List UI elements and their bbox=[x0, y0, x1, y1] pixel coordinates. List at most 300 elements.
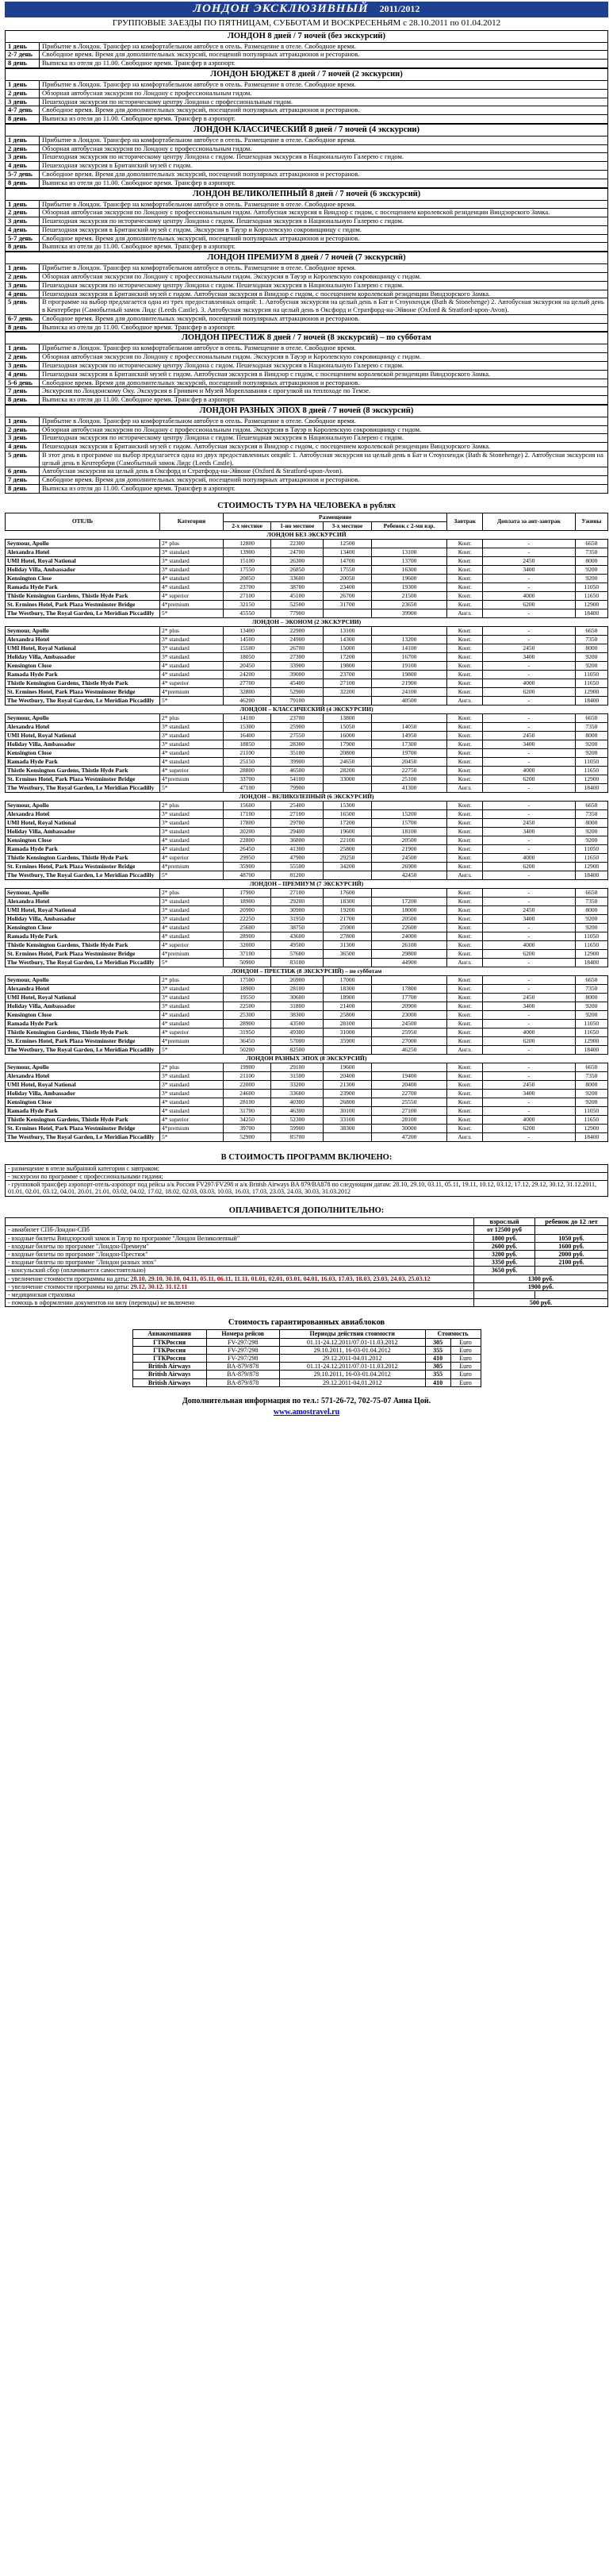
price-cell: Seymour, Apollo bbox=[6, 888, 160, 897]
price-cell: The Westbury, The Royal Garden, Le Meridian Piccadilly bbox=[6, 609, 160, 617]
table-row bbox=[6, 809, 608, 818]
optional-row bbox=[6, 1226, 608, 1234]
program-day: 4 день bbox=[6, 443, 40, 452]
price-cell: 9200 bbox=[575, 914, 607, 923]
table-row bbox=[6, 897, 608, 905]
price-cell: 45400 bbox=[271, 679, 324, 687]
price-cell: 19900 bbox=[224, 1063, 271, 1071]
program-text: В этот день в программе на выбор предлагается одна из двух предоставленных опций: 1. Автобусная экскурсия на целый день в Бат и Стоунхендж (Bath & Stonehenge) 2. Автобусная экскурсия на целый день в Кентербери (Самобытный замок Лидс (Leeds Castle). bbox=[40, 451, 608, 467]
price-cell: 3400 bbox=[483, 1002, 576, 1010]
price-cell: 28100 bbox=[224, 1098, 271, 1106]
price-cell bbox=[371, 626, 447, 635]
program-text: Обзорная автобусная экскурсия по Лондону с профессиональным гидом. Автобусная экскурсия в Виндзор с гидом, с посещением королевской резиденции Виндзорского Замка. bbox=[40, 209, 608, 217]
price-cell: 24700 bbox=[271, 548, 324, 556]
price-cell: 25600 bbox=[224, 923, 271, 932]
price-cell: 4* superior bbox=[160, 766, 224, 775]
table-row bbox=[6, 687, 608, 696]
program-row bbox=[6, 425, 608, 434]
price-cell: 6200 bbox=[483, 1124, 576, 1132]
optional-text: - медицинская страховка bbox=[8, 1290, 75, 1298]
price-cell: 4*premium bbox=[160, 1036, 224, 1045]
price-cell: 28800 bbox=[224, 766, 271, 775]
price-cell: 7350 bbox=[575, 722, 607, 731]
price-cell: 22900 bbox=[271, 626, 324, 635]
price-cell: - bbox=[483, 1063, 576, 1071]
price-cell: 11050 bbox=[575, 670, 607, 679]
price-cell: UMI Hotel, Royal National bbox=[6, 644, 160, 652]
price-cell: Thistle Kensington Gardens, Thistle Hyde Park bbox=[6, 591, 160, 600]
price-cell: Конт. bbox=[447, 888, 483, 897]
price-cell: 3400 bbox=[483, 827, 576, 836]
price-cell: 9200 bbox=[575, 1098, 607, 1106]
program-day: 8 день bbox=[6, 60, 40, 68]
price-cell: 18900 bbox=[224, 897, 271, 905]
price-cell: 4* standard bbox=[160, 574, 224, 582]
price-cell: 20050 bbox=[324, 574, 371, 582]
price-cell: 25900 bbox=[271, 722, 324, 731]
price-cell: 59900 bbox=[271, 1124, 324, 1132]
price-cell: 57600 bbox=[271, 949, 324, 958]
program-row bbox=[6, 323, 608, 332]
price-cell: 31500 bbox=[271, 1071, 324, 1080]
price-cell: 19600 bbox=[324, 1063, 371, 1071]
price-cell: 25300 bbox=[224, 1010, 271, 1019]
price-cell: Конт. bbox=[447, 574, 483, 582]
price-cell: 4* standard bbox=[160, 1010, 224, 1019]
price-cell: 19400 bbox=[371, 1071, 447, 1080]
price-cell: 48700 bbox=[224, 871, 271, 879]
table-row bbox=[6, 801, 608, 809]
program-title: ЛОНДОН ПРЕСТИЖ 8 дней / 7 ночей (8 экскурсий) – по субботам bbox=[6, 333, 608, 344]
price-cell: 33600 bbox=[271, 1089, 324, 1098]
program-day: 5 день bbox=[6, 298, 40, 315]
price-cell: 14700 bbox=[324, 556, 371, 565]
program-row bbox=[6, 344, 608, 353]
price-cell: - bbox=[483, 548, 576, 556]
price-cell: 27100 bbox=[371, 1106, 447, 1115]
price-cell: 20450 bbox=[371, 757, 447, 766]
price-cell: 4* standard bbox=[160, 836, 224, 844]
price-cell: 9200 bbox=[575, 565, 607, 574]
price-cell: Конт. bbox=[447, 600, 483, 609]
included-item: - размещение в отеле выбранной категории с завтраком; bbox=[6, 1164, 608, 1172]
price-cell: Англ. bbox=[447, 1045, 483, 1054]
price-cell: Holiday Villa, Ambassador bbox=[6, 1089, 160, 1098]
price-cell: Конт. bbox=[447, 1098, 483, 1106]
airline-cell: 01.11-24.12.2011/07.01-11.03.2012 bbox=[279, 1363, 425, 1371]
price-cell: 3* standard bbox=[160, 548, 224, 556]
program-row bbox=[6, 217, 608, 226]
col-sgl: 1-но местное bbox=[271, 521, 324, 530]
program-day: 7 день bbox=[6, 476, 40, 485]
price-cell: 4* standard bbox=[160, 661, 224, 670]
price-cell: 18400 bbox=[575, 1045, 607, 1054]
price-cell: 28100 bbox=[371, 1115, 447, 1124]
price-cell: Конт. bbox=[447, 844, 483, 853]
program-day: 1 день bbox=[6, 417, 40, 425]
program-row bbox=[6, 379, 608, 387]
price-cell: 33200 bbox=[271, 1080, 324, 1089]
price-cell: 6200 bbox=[483, 1036, 576, 1045]
price-cell: - bbox=[483, 1098, 576, 1106]
included-table bbox=[5, 1164, 608, 1197]
price-cell: 12900 bbox=[575, 862, 607, 871]
price-cell: 4000 bbox=[483, 766, 576, 775]
program-table bbox=[5, 188, 608, 252]
program-day: 7 день bbox=[6, 387, 40, 396]
program-title: ЛОНДОН 8 дней / 7 ночей (без экскурсий) bbox=[6, 30, 608, 42]
price-cell: 26900 bbox=[371, 862, 447, 871]
program-row bbox=[6, 353, 608, 362]
table-row bbox=[6, 783, 608, 792]
program-row bbox=[6, 153, 608, 162]
price-cell: 9200 bbox=[575, 652, 607, 661]
price-cell: 23400 bbox=[324, 582, 371, 591]
program-text: Пешеходная экскурсия в Британский музей с гидом. Экскурсия в Тауэр и Королевскую сокровищницу с гидом. bbox=[40, 225, 608, 234]
price-cell: 2450 bbox=[483, 905, 576, 914]
price-cell bbox=[324, 696, 371, 705]
price-cell: Seymour, Apollo bbox=[6, 975, 160, 984]
price-cell bbox=[324, 609, 371, 617]
optional-adult: 1800 руб. bbox=[474, 1234, 535, 1242]
airline-cell: BA-879/878 bbox=[206, 1371, 279, 1378]
table-row bbox=[6, 713, 608, 722]
program-day: 4 день bbox=[6, 225, 40, 234]
price-cell: Holiday Villa, Ambassador bbox=[6, 1002, 160, 1010]
price-cell: 11650 bbox=[575, 1028, 607, 1036]
program-day: 1 день bbox=[6, 200, 40, 209]
price-cell bbox=[371, 888, 447, 897]
price-cell: - bbox=[483, 958, 576, 967]
price-cell: 2* plus bbox=[160, 713, 224, 722]
program-text: Прибытие в Лондон. Трансфер на комфортабельном автобусе в отель. Размещение в отеле. Свободное время. bbox=[40, 417, 608, 425]
price-cell: 17200 bbox=[324, 818, 371, 827]
price-cell: 2* plus bbox=[160, 539, 224, 548]
price-cell: 11050 bbox=[575, 932, 607, 940]
price-cell: 18000 bbox=[371, 905, 447, 914]
price-cell: 23000 bbox=[371, 1010, 447, 1019]
optional-text: - авиабилет СПб-Лондон-СПб bbox=[8, 1226, 90, 1234]
program-row bbox=[6, 60, 608, 68]
price-cell: 17200 bbox=[324, 652, 371, 661]
price-cell: 22100 bbox=[324, 836, 371, 844]
price-cell: 33900 bbox=[271, 661, 324, 670]
price-cell: 55500 bbox=[271, 862, 324, 871]
price-cell: Конт. bbox=[447, 993, 483, 1002]
price-cell: 83100 bbox=[271, 958, 324, 967]
airline-row bbox=[132, 1354, 481, 1362]
price-cell bbox=[371, 1063, 447, 1071]
program-text: Свободное время. Время для дополнительных экскурсий, посещений популярных аттракционов и ресторанов. bbox=[40, 379, 608, 387]
airline-cell: Euro bbox=[450, 1346, 481, 1354]
col-tpl: 3-х местное bbox=[324, 521, 371, 530]
price-cell: - bbox=[483, 984, 576, 993]
price-cell: Конт. bbox=[447, 757, 483, 766]
table-row bbox=[6, 582, 608, 591]
program-row bbox=[6, 171, 608, 179]
program-table bbox=[5, 405, 608, 494]
price-cell: 4*premium bbox=[160, 687, 224, 696]
price-cell: 29800 bbox=[371, 949, 447, 958]
airline-cell: ГТКРоссия bbox=[132, 1346, 206, 1354]
price-cell: 57000 bbox=[271, 1036, 324, 1045]
price-cell: 26800 bbox=[324, 1098, 371, 1106]
price-cell: - bbox=[483, 871, 576, 879]
program-day: 2-7 день bbox=[6, 51, 40, 60]
price-cell: 46500 bbox=[271, 766, 324, 775]
price-cell: 30000 bbox=[371, 1124, 447, 1132]
price-cell: 18850 bbox=[224, 740, 271, 748]
price-cell: Alexandra Hotel bbox=[6, 1071, 160, 1080]
price-cell: 2* plus bbox=[160, 1063, 224, 1071]
program-day: 2 день bbox=[6, 89, 40, 98]
price-cell: 7350 bbox=[575, 1071, 607, 1080]
price-cell: 17200 bbox=[371, 897, 447, 905]
program-row bbox=[6, 81, 608, 90]
airline-cell: 29.10.2011, 16-03-01.04.2012 bbox=[279, 1371, 425, 1378]
price-cell: 29100 bbox=[271, 1063, 324, 1071]
program-row bbox=[6, 298, 608, 315]
col-hotel: ОТЕЛЬ bbox=[6, 513, 160, 530]
price-section-title: ЛОНДОН РАЗНЫХ ЭПОХ (8 ЭКСКУРСИЙ) bbox=[6, 1054, 608, 1063]
price-cell: 4000 bbox=[483, 591, 576, 600]
price-cell: 40300 bbox=[271, 1098, 324, 1106]
price-cell: Конт. bbox=[447, 932, 483, 940]
table-row bbox=[6, 871, 608, 879]
price-cell: 27100 bbox=[324, 679, 371, 687]
program-text: Автобусная экскурсия на целый день в Оксфорд и Стратфорд-на-Эйвоне (Oxford & Stratford-upon-Avon). bbox=[40, 467, 608, 476]
table-row bbox=[6, 1063, 608, 1071]
price-cell: 12900 bbox=[575, 949, 607, 958]
program-title: ЛОНДОН РАЗНЫХ ЭПОХ 8 дней / 7 ночей (8 экскурсий) bbox=[6, 405, 608, 417]
table-row bbox=[6, 993, 608, 1002]
table-row bbox=[6, 1132, 608, 1141]
price-cell: 27100 bbox=[271, 888, 324, 897]
price-cell: 31950 bbox=[271, 914, 324, 923]
price-cell: 2450 bbox=[483, 993, 576, 1002]
price-cell: Конт. bbox=[447, 582, 483, 591]
price-cell: 30900 bbox=[271, 905, 324, 914]
program-day: 1 день bbox=[6, 264, 40, 273]
price-cell: Конт. bbox=[447, 923, 483, 932]
price-cell: 41300 bbox=[271, 844, 324, 853]
price-cell: Конт. bbox=[447, 1002, 483, 1010]
program-text: Выписка из отеля до 11.00. Свободное время. Трансфер в аэропорт. bbox=[40, 179, 608, 187]
optional-adult: 3650 руб. bbox=[474, 1267, 535, 1275]
price-cell: Kensington Close bbox=[6, 1010, 160, 1019]
airline-cell: BA-879/878 bbox=[206, 1378, 279, 1386]
price-cell: Конт. bbox=[447, 940, 483, 949]
price-cell: 50900 bbox=[224, 958, 271, 967]
table-row bbox=[6, 1089, 608, 1098]
program-day: 1 день bbox=[6, 42, 40, 51]
table-row bbox=[6, 679, 608, 687]
price-cell: 2* plus bbox=[160, 975, 224, 984]
price-cell: St. Ermines Hotel, Park Plaza Westminster Bridge bbox=[6, 949, 160, 958]
price-cell: 21900 bbox=[371, 844, 447, 853]
price-cell: 18400 bbox=[575, 609, 607, 617]
table-row bbox=[6, 740, 608, 748]
col-breakfast: Завтрак bbox=[447, 513, 483, 530]
price-cell: 3* standard bbox=[160, 809, 224, 818]
price-cell: Конт. bbox=[447, 836, 483, 844]
program-text: В программе на выбор предлагается одна из трех предоставленных опций: 1. Автобусная экскурсия на целый день в Бат и Стоунхендж (Bath & Stonehenge) 2. Автобусная экскурсия на целый день в Кентербери (Самобытный замок Лидс (Leeds Castle). 3. Автобусная экскурсия на целый день в Оксфорд и Стратфорд-на-Эйвоне (Oxford & Stratford-upon-Avon). bbox=[40, 298, 608, 315]
price-cell: Конт. bbox=[447, 661, 483, 670]
price-cell: Конт. bbox=[447, 775, 483, 783]
price-cell: 30600 bbox=[271, 993, 324, 1002]
program-row bbox=[6, 451, 608, 467]
optional-title: ОПЛАЧИВАЕТСЯ ДОПОЛНИТЕЛЬНО: bbox=[228, 1205, 385, 1215]
price-section-title: ЛОНДОН – ПРЕМИУМ (7 ЭКСКУРСИЙ) bbox=[6, 879, 608, 888]
table-row bbox=[6, 975, 608, 984]
price-cell: 42450 bbox=[371, 871, 447, 879]
program-text: Экскурсия по Лондонскому Оку. Экскурсия в Гринвич и Музей Мореплавания с прогулкой на теплоходе по Темзе. bbox=[40, 387, 608, 396]
price-cell: - bbox=[483, 696, 576, 705]
price-cell: Конт. bbox=[447, 1019, 483, 1028]
price-cell: 26900 bbox=[271, 975, 324, 984]
price-cell: - bbox=[483, 1019, 576, 1028]
price-cell: 25900 bbox=[324, 923, 371, 932]
table-row bbox=[6, 818, 608, 827]
airline-cell: ГТКРоссия bbox=[132, 1354, 206, 1362]
price-cell: 35900 bbox=[324, 1036, 371, 1045]
price-cell: 21400 bbox=[324, 1002, 371, 1010]
program-day: 3 день bbox=[6, 217, 40, 226]
optional-row bbox=[6, 1251, 608, 1259]
price-cell: - bbox=[483, 722, 576, 731]
included-title: В СТОИМОСТЬ ПРОГРАММ ВКЛЮЧЕНО: bbox=[220, 1152, 393, 1162]
price-cell: 31000 bbox=[324, 1028, 371, 1036]
price-cell: 4* superior bbox=[160, 591, 224, 600]
price-cell: Ramada Hyde Park bbox=[6, 844, 160, 853]
price-cell: - bbox=[483, 923, 576, 932]
price-cell: 17800 bbox=[224, 818, 271, 827]
price-cell: Holiday Villa, Ambassador bbox=[6, 914, 160, 923]
price-cell: 19800 bbox=[324, 661, 371, 670]
optional-text: - увеличение стоимости программы на даты: bbox=[8, 1275, 129, 1282]
program-row bbox=[6, 281, 608, 290]
price-cell: Конт. bbox=[447, 670, 483, 679]
price-cell: 17800 bbox=[371, 984, 447, 993]
price-cell: 31700 bbox=[224, 1106, 271, 1115]
price-section-title: ЛОНДОН БЕЗ ЭКСКУРСИЙ bbox=[6, 530, 608, 539]
optional-dates: 28.10, 29.10, 30.10, 04.11, 05.11, 06.11, 11.11, 01.01, 02.01, 03.01, 04.01, 16.03, 17.03, 18.03, 23.03, 24.03, 25.03.12 bbox=[130, 1275, 431, 1282]
price-cell: Конт. bbox=[447, 679, 483, 687]
price-cell: 4*premium bbox=[160, 1124, 224, 1132]
page-year: 2011/2012 bbox=[379, 3, 420, 15]
price-cell: 13100 bbox=[371, 548, 447, 556]
price-cell: 22600 bbox=[371, 923, 447, 932]
program-row bbox=[6, 443, 608, 452]
optional-table bbox=[5, 1217, 608, 1308]
airline-header: Стоимость bbox=[425, 1330, 481, 1338]
price-cell: Kensington Close bbox=[6, 836, 160, 844]
price-table bbox=[5, 513, 608, 1142]
price-cell: 9200 bbox=[575, 827, 607, 836]
price-cell: 23900 bbox=[324, 1089, 371, 1098]
price-cell: 38300 bbox=[324, 1124, 371, 1132]
price-cell: 12800 bbox=[224, 539, 271, 548]
price-cell: 20050 bbox=[224, 574, 271, 582]
price-cell: 38700 bbox=[271, 582, 324, 591]
optional-text: - входные билеты по программе "Лондон-Премиум" bbox=[8, 1242, 149, 1250]
program-text: Пешеходная экскурсия по историческому центру Лондона с гидом. Пешеходная экскурсия в Национальную Галерею с гидом. bbox=[40, 361, 608, 370]
price-cell: 23650 bbox=[371, 600, 447, 609]
price-cell bbox=[324, 1045, 371, 1054]
price-cell: Seymour, Apollo bbox=[6, 1063, 160, 1071]
optional-row bbox=[6, 1299, 608, 1307]
price-cell: 12900 bbox=[575, 1036, 607, 1045]
program-day: 1 день bbox=[6, 136, 40, 144]
price-cell: The Westbury, The Royal Garden, Le Meridian Piccadilly bbox=[6, 958, 160, 967]
optional-child bbox=[535, 1226, 608, 1234]
price-cell: Seymour, Apollo bbox=[6, 713, 160, 722]
table-row bbox=[6, 932, 608, 940]
price-cell: 2450 bbox=[483, 731, 576, 740]
price-cell: Конт. bbox=[447, 687, 483, 696]
program-text: Выписка из отеля до 11.00. Свободное время. Трансфер в аэропорт. bbox=[40, 60, 608, 68]
price-cell: 3* standard bbox=[160, 652, 224, 661]
program-row bbox=[6, 361, 608, 370]
airline-row bbox=[132, 1346, 481, 1354]
program-text: Пешеходная экскурсия по историческому центру Лондона с гидом. Пешеходная экскурсия в Национальную Галерею с гидом. bbox=[40, 217, 608, 226]
price-cell: Конт. bbox=[447, 818, 483, 827]
program-day: 5-7 день bbox=[6, 171, 40, 179]
program-table bbox=[5, 30, 608, 68]
price-cell: - bbox=[483, 809, 576, 818]
price-cell: St. Ermines Hotel, Park Plaza Westminster Bridge bbox=[6, 862, 160, 871]
price-cell: 15000 bbox=[324, 644, 371, 652]
program-day: 2 день bbox=[6, 273, 40, 282]
price-cell: 14050 bbox=[371, 722, 447, 731]
optional-child: 1600 руб. bbox=[535, 1242, 608, 1250]
price-cell: 34250 bbox=[224, 1115, 271, 1124]
price-cell: 18400 bbox=[575, 871, 607, 879]
price-cell bbox=[324, 783, 371, 792]
price-cell: 21700 bbox=[324, 914, 371, 923]
table-row bbox=[6, 757, 608, 766]
site-link[interactable]: www.amostravel.ru bbox=[273, 1408, 340, 1417]
program-day: 1 день bbox=[6, 344, 40, 353]
price-cell: 22800 bbox=[224, 836, 271, 844]
price-cell: The Westbury, The Royal Garden, Le Meridian Piccadilly bbox=[6, 871, 160, 879]
price-cell: 21900 bbox=[371, 679, 447, 687]
price-cell: Ramada Hyde Park bbox=[6, 932, 160, 940]
price-cell: 36450 bbox=[224, 1036, 271, 1045]
price-cell: 3* standard bbox=[160, 827, 224, 836]
price-cell: 4* superior bbox=[160, 853, 224, 862]
price-section-title: ЛОНДОН – ВЕЛИКОЛЕПНЫЙ (6 ЭКСКУРСИЙ) bbox=[6, 792, 608, 801]
price-cell: 25100 bbox=[371, 775, 447, 783]
price-cell: 39000 bbox=[271, 670, 324, 679]
program-row bbox=[6, 89, 608, 98]
price-cell: 52500 bbox=[271, 600, 324, 609]
price-cell: 12900 bbox=[575, 1124, 607, 1132]
table-row bbox=[6, 844, 608, 853]
program-text: Прибытие в Лондон. Трансфер на комфортабельном автобусе в отель. Размещение в отеле. Свободное время. bbox=[40, 200, 608, 209]
price-cell: - bbox=[483, 757, 576, 766]
price-cell: 16300 bbox=[371, 565, 447, 574]
price-cell: 27300 bbox=[271, 652, 324, 661]
price-cell: St. Ermines Hotel, Park Plaza Westminster Bridge bbox=[6, 1124, 160, 1132]
price-cell: The Westbury, The Royal Garden, Le Meridian Piccadilly bbox=[6, 1132, 160, 1141]
price-cell: 25400 bbox=[271, 801, 324, 809]
price-cell: 4* standard bbox=[160, 748, 224, 757]
price-cell: St. Ermines Hotel, Park Plaza Westminster Bridge bbox=[6, 1036, 160, 1045]
price-cell: Конт. bbox=[447, 1036, 483, 1045]
price-cell: 11650 bbox=[575, 940, 607, 949]
program-day: 3 день bbox=[6, 281, 40, 290]
